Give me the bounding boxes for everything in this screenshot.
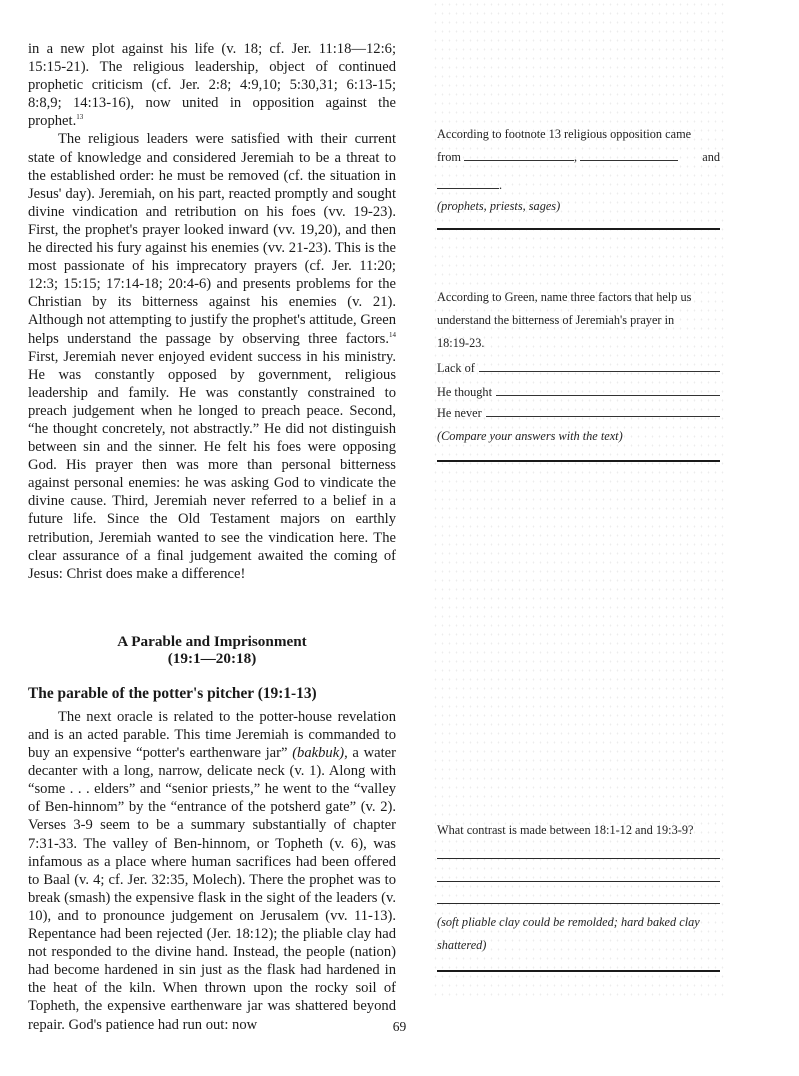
- main-text-column: [28, 40, 396, 1034]
- q2-answer-key: (Compare your answers with the text): [437, 429, 623, 443]
- hebrew-term: (bakbuk): [292, 745, 345, 762]
- q2-answer-blank-1[interactable]: [479, 370, 720, 372]
- q1-answer-blank-3[interactable]: [437, 187, 499, 189]
- q3-answer-key-line2: shattered): [437, 938, 487, 952]
- q2-he-never-label: He never: [437, 406, 482, 420]
- section-heading: A Parable and Imprisonment: [117, 632, 307, 650]
- period: .: [499, 178, 503, 192]
- q1-divider-rule: [437, 228, 720, 230]
- comma: ,: [573, 150, 578, 164]
- section-heading-range: (19:1—20:18): [167, 650, 257, 668]
- q2-answer-blank-3[interactable]: [486, 415, 720, 417]
- paragraph: [28, 40, 396, 130]
- q2-lack-of-label: Lack of: [437, 361, 475, 375]
- q1-and-label: and: [702, 150, 720, 164]
- spacer: [28, 668, 396, 685]
- paragraph-text: The religious leaders were satisfied with their current state of knowledge and considered Jeremiah to be a threat to the established order: he must be removed (cf. the situation in Jesus' day). Jeremiah, on his part, reacted promptly and sought divine vindication and retribution on his foes (vv. 19-23). First, the prophet's prayer looked inward (vv. 19,20), and then he directed his fury against his enemies (vv. 21-23). This is the most passionate of his imprecatory prayers (cf. Jer. 11:20; 12:3; 15:15; 17:14-18; 20:4-6) and presents problems for the Christian by its bitterness against his enemies (v. 21). Although not attempting to justify the prophet's attitude, Green helps understand the passage by observing three factors.: [28, 131, 396, 347]
- q3-answer-key-line1: (soft pliable clay could be remolded; hard baked clay: [437, 915, 700, 929]
- q2-divider-rule: [437, 460, 720, 462]
- q2-blank-row-3: [437, 406, 720, 421]
- q3-divider-rule: [437, 970, 720, 972]
- footnote-ref[interactable]: 14: [389, 330, 396, 339]
- q1-answer-key: (prophets, priests, sages): [437, 199, 561, 213]
- q1-blank-row-2: [437, 178, 502, 193]
- q3-answer-line-2[interactable]: [437, 881, 720, 882]
- paragraph-text: The next oracle is related to the potter-house revelation and is an acted parable. This time Jeremiah is commanded to buy an expensive “potter's earthenware jar”: [28, 708, 396, 762]
- paragraph-text: , a water decanter with a long, narrow, delicate neck (v. 1). Along with “some . . . elders” and “senior priests,” he went to the “valley of Ben-hinnom” by the “entrance of the potsherd gate” (v. 2). Verses 3-9 seem to be a summary substantially of chapter 7:31-33. The valley of Ben-hinnom, or Topheth (v. 6), was infamous as a place where human sacrifices had been offered to Baal (v. 4; cf. Jer. 32:35, Molech). There the prophet was to break (smash) the expensive flask in the sight of the leaders (v. 10), and to pronounce judgement on Jerusalem (vv. 11-13). Repentance had been rejected (Jer. 18:12); the pliable clay had not responded to the divine hand. Instead, the people (nation) had become hardened in sin just as the flask had hardened in the heat of the kiln. When thrown upon the rocky soil of Topheth, the expensive earthenware jar was shattered beyond repair. God's patience had run out: now: [28, 745, 396, 1033]
- q1-blanks-row: [437, 150, 720, 165]
- subsection-title: The parable of the potter's pitcher (19:1-13): [28, 684, 317, 702]
- q1-answer-blank-1[interactable]: [464, 159, 574, 161]
- q2-question-line3: 18:19-23.: [437, 336, 485, 350]
- paragraph-text: First, Jeremiah never enjoyed evident success in his ministry. He was constantly opposed by government, religious leadership and family. He was constantly constrained to preach judgement when he longed to preach peace. Second, “he thought concretely, not abstractly.” He did not distinguish between sin and the sinner. He felt his foes were opposing God. His prayer then was more than personal bitterness against personal enemies: he was asking God to vindicate the divine cause. Third, Jeremiah never referred to a belief in a future life. Since the Old Testament majors on earthly retribution, Jeremiah wanted to see the vindication here. The clear assurance of a final judgement awaited the coming of Jesus: Christ does make a difference!: [28, 348, 396, 582]
- q2-blank-row-2: [437, 385, 720, 400]
- q3-question: What contrast is made between 18:1-12 and 19:3-9?: [437, 823, 694, 837]
- q2-question-line1: According to Green, name three factors that help us: [437, 290, 692, 304]
- footnote-ref[interactable]: 13: [76, 113, 84, 122]
- q3-answer-line-1[interactable]: [437, 858, 720, 859]
- q1-question: According to footnote 13 religious opposition came: [437, 127, 692, 141]
- q2-answer-blank-2[interactable]: [496, 394, 720, 396]
- spacer: [28, 583, 396, 633]
- paragraph-text: in a new plot against his life (v. 18; cf. Jer. 11:18—12:6; 15:15-21). The religious leadership, object of continued prophetic criticism (cf. Jer. 2:8; 4:9,10; 5:30,31; 6:13-15; 8:8,9; 14:13-16), now united in opposition against the prophet.: [28, 41, 396, 130]
- q1-from-label: from: [437, 150, 461, 164]
- page-number: 69: [392, 1019, 407, 1034]
- q2-blank-row-1: [437, 361, 720, 376]
- q2-question-line2: understand the bitterness of Jeremiah's prayer in: [437, 313, 675, 327]
- paragraph: [28, 708, 396, 1034]
- q2-he-thought-label: He thought: [437, 385, 492, 399]
- q3-answer-line-3[interactable]: [437, 903, 720, 904]
- paragraph: [28, 130, 396, 582]
- q1-answer-blank-2[interactable]: [580, 159, 678, 161]
